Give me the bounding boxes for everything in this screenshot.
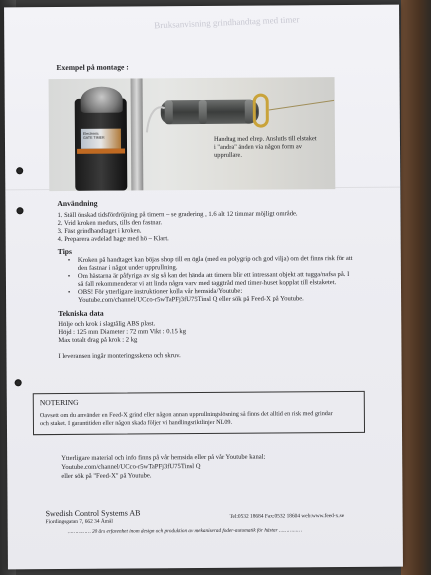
notice-heading: NOTERING <box>39 397 79 408</box>
caption-line: i "andra" änden via någon form av <box>214 143 302 151</box>
bleed-through-text: Bruksanvisning grindhandtag med timer <box>154 14 300 31</box>
tip-bullet: • <box>67 256 71 264</box>
tech-line: Hölje och krok i slagtålig ABS plast. <box>58 320 156 329</box>
punch-hole <box>16 167 23 174</box>
tip-line: Kroken på handtaget kan böjas shop till en ögla (med en polygrip och god vilja) om det finns risk för att <box>77 254 353 264</box>
usage-step: 4. Preparera avdelad hage med hö – Klart. <box>57 235 169 244</box>
tech-line: Höjd : 125 mm Diameter : 72 mm Vikt : 0.15 kg <box>58 328 187 337</box>
usage-step: 3. Fäst grindhandtaget i kroken. <box>57 227 142 236</box>
hook <box>253 94 269 128</box>
notice-box <box>33 391 365 435</box>
more-info-line: Ytterligare material och info finns på vår hemsida eller på vår Youtube kanal: <box>61 453 266 462</box>
post <box>131 78 144 190</box>
example-heading: Exempel på montage : <box>56 62 129 73</box>
tip-line: Om hästarna är påfyriga av sig så kan det hända att timern blir ett intressant objekt att tugga/nafsa på. I <box>77 270 350 280</box>
notice-line: och staket. I garantitiden eller någon skada följer vi handlingsriktlinjer NL09. <box>39 418 233 428</box>
company-tagline: …………… 20 års erfarenhet inom design och produktion av mekaniserad foder-automatik för hästar …………… <box>67 527 302 535</box>
timer-cap <box>81 87 123 113</box>
usage-step: 1. Ställ önskad tidsfördröjning på timern – se gradering , 1.6 alt 12 timmar möjligt område. <box>57 210 298 220</box>
more-info-line: Youtube.com/channel/UCco-r5wTaPFj3fU75Tinsl Q <box>61 463 201 471</box>
photo-caption <box>214 135 317 160</box>
usage-heading: Användning <box>57 198 98 209</box>
timer-band <box>77 149 125 154</box>
mounting-photo <box>49 77 336 191</box>
tech-line: Max totalt drag på krok : 2 kg <box>58 336 138 345</box>
fence-wire <box>269 100 334 111</box>
company-address: Fiordingsgatan 7, 662 34 Åmål <box>45 518 113 526</box>
instruction-sheet <box>4 5 403 570</box>
tip-line: den fastnar i något under upprullning. <box>77 264 178 272</box>
punch-hole <box>16 207 23 214</box>
background-right <box>401 0 431 575</box>
handle-ring <box>199 100 207 124</box>
tip-bullet: • <box>68 288 71 296</box>
tip-line: Youtube.com/channel/UCco-r5wTaPFj3fU75Tinsl Q eller sök på Feed-X på Youtube. <box>78 295 304 304</box>
timer-label <box>81 129 121 149</box>
tips-heading: Tips <box>57 246 72 257</box>
tip-line: så fall rekommenderar vi att linda några varv med taggtråd med timer-huset kopplat till elstaketet. <box>77 279 337 288</box>
caption-line: upprullare. <box>214 151 242 159</box>
tech-line: I leveransen ingår monteringsskena och skruv. <box>58 352 181 361</box>
company-name: Swedish Control Systems AB <box>45 508 141 519</box>
tip-line: OBS! För ytterligare instruktioner kolla vår hemsida/Youtube: <box>78 287 243 296</box>
timer-label-line: GATE TIMER <box>82 135 105 140</box>
timer-label-line: Electronic <box>82 131 99 136</box>
tip-bullet: • <box>67 272 71 280</box>
tech-heading: Tekniska data <box>58 308 104 319</box>
hook-wire <box>145 98 167 138</box>
notice-line: Oavsett om du använder en Feed-X grind eller någon annan upprullningslösning så finns det alltid en risk med grindar <box>39 410 333 420</box>
handle-ring <box>245 100 253 124</box>
more-info-line: eller sök på "Feed-X" på Youtube. <box>61 472 152 480</box>
caption-line: Handtag med elrep. Anslutls till elstaket <box>213 135 317 143</box>
usage-step: 2. Vrid kroken medurs, tills den fastnar. <box>57 219 162 228</box>
punch-hole <box>15 379 22 386</box>
company-contact: Tel:0532 18684 Fax:0532 18604 web:www.feed-x.se <box>229 513 345 520</box>
